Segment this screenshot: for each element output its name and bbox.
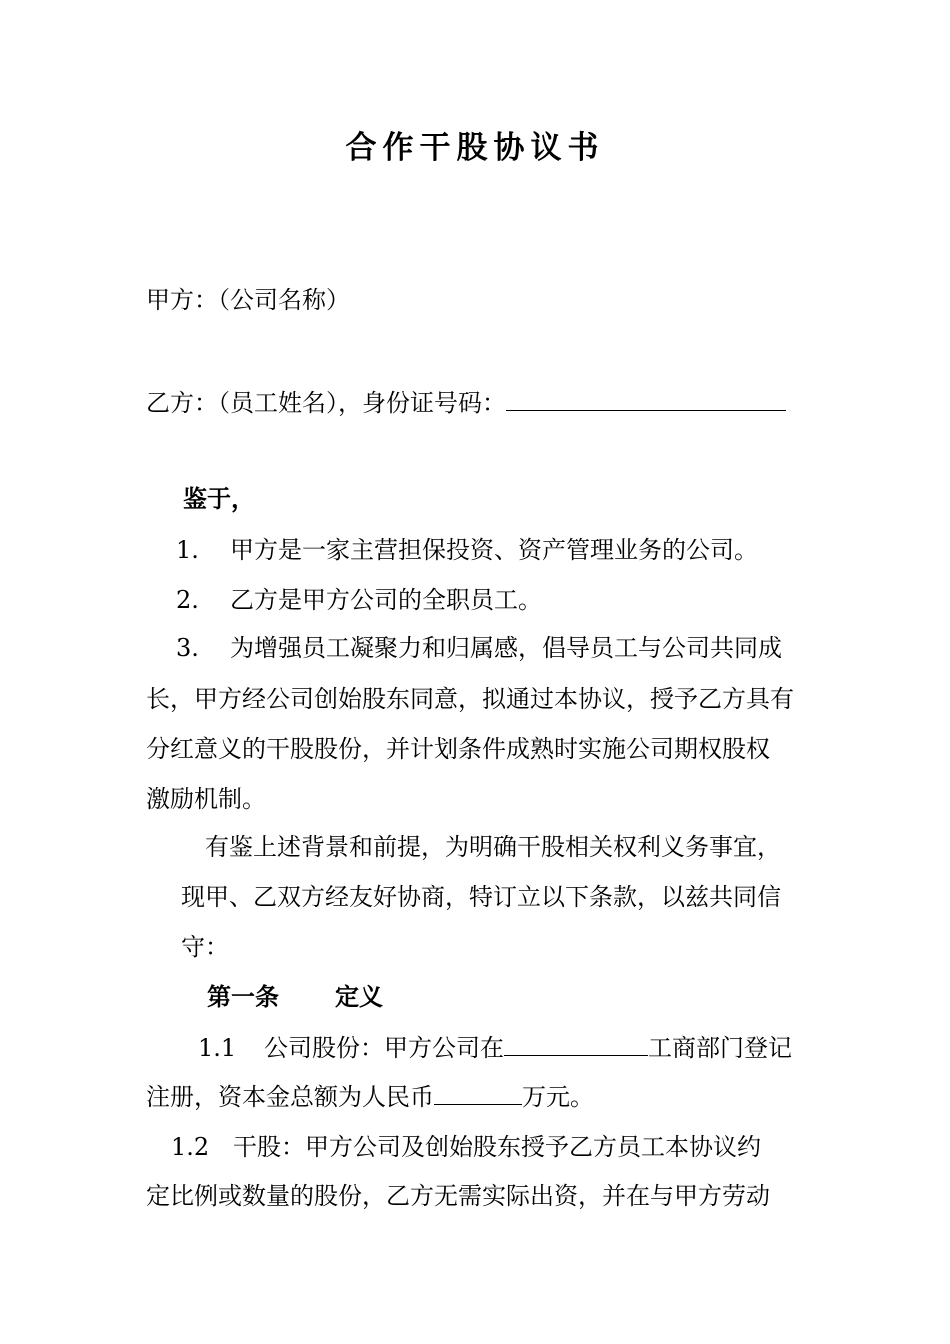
clause-number: 1.2: [171, 1133, 210, 1161]
preamble-line: 守：: [181, 933, 229, 961]
recital-text: 乙方是甲方公司的全职员工。: [230, 586, 542, 614]
clause-1-1-continuation: [146, 1082, 594, 1112]
recital-2: [176, 585, 542, 615]
preamble-line: 现甲、乙双方经友好协商，特订立以下条款，以兹共同信: [181, 883, 781, 911]
preamble-line: 有鉴上述背景和前提，为明确干股相关权利义务事宜，: [205, 833, 781, 861]
whereas-heading: 鉴于，: [183, 484, 255, 513]
clause-text: 干股：甲方公司及创始股东授予乙方员工本协议约: [233, 1133, 761, 1161]
recital-1: [176, 535, 758, 565]
article-title: 定义: [335, 982, 383, 1011]
clause-text: 公司股份：甲方公司在: [264, 1034, 504, 1062]
party-b-text: 乙方：（员工姓名），身份证号码：: [146, 389, 506, 417]
recital-text: 为增强员工凝聚力和归属感，倡导员工与公司共同成: [230, 634, 782, 662]
recital-3: [176, 633, 782, 663]
capital-amount-blank: [434, 1082, 522, 1105]
article-number: 第一条: [207, 982, 279, 1011]
party-b-line: [146, 388, 786, 418]
document-title: 合作干股协议书: [345, 130, 605, 166]
clause-1-2-continuation: 定比例或数量的股份，乙方无需实际出资，并在与甲方劳动: [146, 1182, 770, 1210]
registration-authority-blank: [504, 1033, 648, 1056]
article-1-heading: [207, 982, 383, 1012]
recital-number: 2.: [176, 586, 199, 614]
clause-text: 注册，资本金总额为人民币: [146, 1083, 434, 1111]
recital-text: 甲方是一家主营担保投资、资产管理业务的公司。: [230, 536, 758, 564]
clause-1-1: [198, 1033, 792, 1063]
recital-3-continuation: 分红意义的干股股份，并计划条件成熟时实施公司期权股权: [146, 735, 770, 763]
clause-text: 工商部门登记: [648, 1034, 792, 1062]
recital-3-continuation: 激励机制。: [146, 785, 266, 813]
clause-number: 1.1: [198, 1034, 237, 1062]
recital-number: 3.: [176, 634, 199, 662]
clause-text: 万元。: [522, 1083, 594, 1111]
party-a-line: 甲方：（公司名称）: [146, 286, 350, 314]
recital-3-continuation: 长，甲方经公司创始股东同意，拟通过本协议，授予乙方具有: [146, 685, 794, 713]
id-number-blank: [506, 388, 786, 411]
clause-1-2: [171, 1132, 761, 1162]
recital-number: 1.: [176, 536, 199, 564]
